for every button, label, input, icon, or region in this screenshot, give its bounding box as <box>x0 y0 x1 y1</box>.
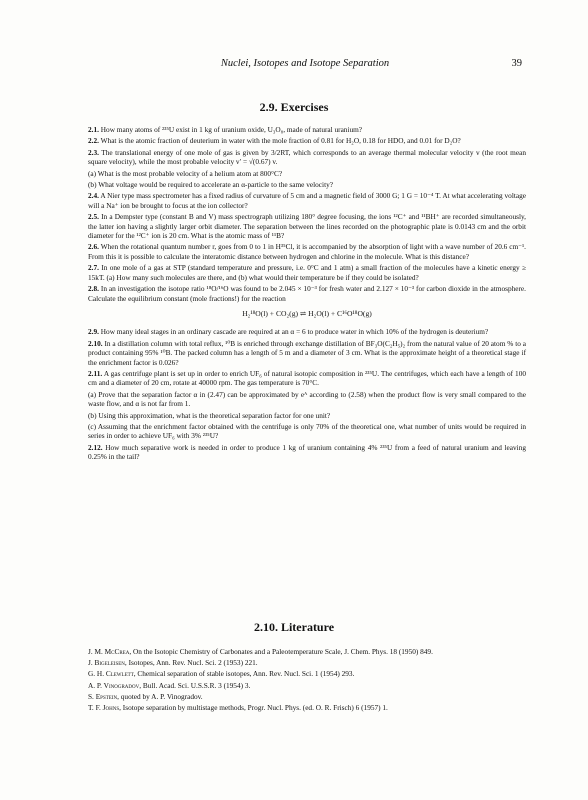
exercise-text: In an investigation the isotope ratio ¹⁸O/¹⁶O was found to be 2.045 × 10⁻³ for fresh water and 2.127 × 10⁻³ for carbon dioxide in the atmosphere. Calculate the equilibrium constant (mole fractions!) for the reaction <box>88 284 526 303</box>
exercise-number: 2.5. <box>88 212 99 222</box>
literature-reference <box>88 703 526 713</box>
reference-author: G. H. Clewlett, <box>88 669 136 679</box>
exercise-text: How many atoms of ²³⁵U exist in 1 kg of uranium oxide, U₃O₈, made of natural uranium? <box>100 125 363 134</box>
exercise-paragraph <box>88 263 526 282</box>
running-title: Nuclei, Isotopes and Isotope Separation <box>220 58 390 69</box>
exercise-paragraph <box>88 284 526 303</box>
literature-list <box>88 647 526 714</box>
exercise-number: 2.2. <box>88 136 99 146</box>
exercise-text: What is the atomic fraction of deuterium in water with the mole fraction of 0.81 for H₂O, 0.18 for HDO, and 0.01 for D₂O? <box>100 136 461 146</box>
exercise-paragraph <box>88 443 526 462</box>
exercise-number: 2.4. <box>88 191 99 201</box>
exercise-text: When the rotational quantum number r, goes from 0 to 1 in H³⁵Cl, it is accompanied by the absorption of light with a wave number of 20.6 cm⁻¹. From this it is possible to calculate the interatomic distance between hydrogen and chlorine in the molecule. What is this distance? <box>88 242 526 261</box>
exercise-paragraph <box>88 411 526 420</box>
exercise-text: How much separative work is needed in order to produce 1 kg of uranium containing 4% ²³⁵U from a feed of natural uranium and leaving 0.25% in the tail? <box>88 442 526 462</box>
literature-heading: 2.10. Literature <box>253 620 335 634</box>
exercise-paragraph <box>88 422 526 441</box>
reference-author: S. Epstein, <box>88 691 119 701</box>
exercise-text: In one mole of a gas at STP (standard temperature and pressure, i.e. 0°C and 1 atm) a small fraction of the molecules have a kinetic energy ≥ 15kT. (a) How many such molecules are there, and (b) what would their temperature be if they could be isolated? <box>88 263 527 282</box>
exercise-text: In a Dempster type (constant B and V) mass spectrograph utilizing 180° degree focusing, the ions ¹²C⁺ and ¹¹BH⁺ are recorded simultaneously, the latter ion having a slightly larger orbit diameter. The separation between the lines recorded on the photographic plate is 0.0143 cm and the orbit diameter for the ¹²C⁺ ion is 20 cm. What is the atomic mass of ¹¹B? <box>88 212 527 241</box>
exercise-text: (b) What voltage would be required to accelerate an α-particle to the same velocity? <box>88 180 333 190</box>
reference-author: J. M. McCrea, <box>88 647 132 656</box>
reference-author: J. Bigeleisen, <box>88 658 127 668</box>
exercise-text: In a distillation column with total reflux, ¹⁰B is enriched through exchange distillation of BF₃O(C₂H₅)₂ from the natural value of 20 atom % to a product containing 95% ¹⁰B. The packed column has a length of 5 m and a diameter of 3 cm. What is the approximate height of a theoretical stage if the enrichment factor is 0.026? <box>88 338 526 367</box>
reference-text: Chemical separation of stable isotopes, Ann. Rev. Nucl. Sci. 1 (1954) 293. <box>137 669 355 679</box>
exercise-text: (c) Assuming that the enrichment factor obtained with the centrifuge is only 70% of the theoretical one, what number of units would be required in series in order to achieve UF₆ with 3% ²³⁵U? <box>88 421 526 441</box>
exercise-paragraph <box>88 180 526 189</box>
literature-reference <box>88 692 526 702</box>
exercise-paragraph <box>88 169 526 178</box>
exercise-paragraph <box>88 369 526 388</box>
exercise-paragraph <box>88 148 526 167</box>
exercise-text: (b) Using this approximation, what is the theoretical separation factor for one unit? <box>88 410 331 420</box>
exercise-paragraph <box>88 327 526 336</box>
exercise-text: (a) What is the most probable velocity of a helium atom at 800°C? <box>88 168 283 178</box>
reference-author: T. F. Johns, <box>88 703 121 713</box>
reference-text: Isotopes, Ann. Rev. Nucl. Sci. 2 (1953) 221. <box>128 658 258 668</box>
reaction-equation: H₂¹⁸O(l) + CO₂(g) ⇌ H₂O(l) + C¹⁶O¹⁸O(g) <box>242 308 372 318</box>
exercise-number: 2.10. <box>88 338 103 348</box>
exercise-paragraph <box>88 339 526 367</box>
exercise-paragraph <box>88 212 526 240</box>
reference-text: On the Isotopic Chemistry of Carbonates and a Paleotemperature Scale, J. Chem. Phys. 18 (1950) 849. <box>132 647 433 656</box>
exercises-heading: 2.9. Exercises <box>259 100 329 114</box>
exercise-text: The translational energy of one mole of gas is given by 3/2RT, which corresponds to an average thermal molecular velocity v (the root mean square velocity), while the most probable velocity v′ = √(0.67) v. <box>88 147 526 167</box>
exercise-number: 2.3. <box>88 147 99 157</box>
exercise-text: (a) Prove that the separation factor α in (2.47) can be approximated by eᴬ according to (2.58) when the product flow is very small compared to the waste flow, and α is not far from 1. <box>88 389 526 409</box>
reference-text: quoted by A. P. Vinogradov. <box>120 691 203 701</box>
literature-reference <box>88 647 526 657</box>
exercise-paragraph <box>88 125 526 134</box>
exercise-paragraph <box>88 136 526 145</box>
exercise-paragraph <box>88 390 526 409</box>
exercise-text: A gas centrifuge plant is set up in order to enrich UF₆ of natural isotopic composition in ²³⁵U. The centrifuges, which each have a length of 100 cm and a diameter of 20 cm, rotate at 40000 rpm. The gas temperature is 70°C. <box>88 368 526 388</box>
exercise-paragraph <box>88 242 526 261</box>
exercise-number: 2.11. <box>88 368 103 378</box>
exercise-number: 2.6. <box>88 242 99 252</box>
literature-reference <box>88 669 526 679</box>
exercise-text: How many ideal stages in an ordinary cascade are required at an α = 6 to produce water in which 10% of the hydrogen is deuterium? <box>100 327 489 337</box>
exercise-number: 2.1. <box>88 125 99 134</box>
exercise-text: A Nier type mass spectrometer has a fixed radius of curvature of 5 cm and a magnetic field of 3000 G; 1 G = 10⁻⁴ T. At what accelerating voltage will a Na⁺ ion be brought to focus at the ion collector? <box>88 191 526 210</box>
exercises-list <box>88 125 526 464</box>
exercise-number: 2.8. <box>88 284 99 294</box>
exercise-number: 2.7. <box>88 263 99 273</box>
reference-text: Isotope separation by multistage methods, Progr. Nucl. Phys. (ed. O. R. Frisch) 6 (1957) 1. <box>122 703 388 713</box>
page-number: 39 <box>511 58 522 69</box>
reference-text: Bull. Acad. Sci. U.S.S.R. 3 (1954) 3. <box>142 680 251 690</box>
literature-reference <box>88 658 526 668</box>
reference-author: A. P. Vinogradov, <box>88 680 142 690</box>
literature-reference <box>88 681 526 691</box>
exercise-paragraph <box>88 191 526 210</box>
exercise-number: 2.9. <box>88 327 99 337</box>
running-head <box>88 58 522 69</box>
exercise-number: 2.12. <box>88 442 103 452</box>
